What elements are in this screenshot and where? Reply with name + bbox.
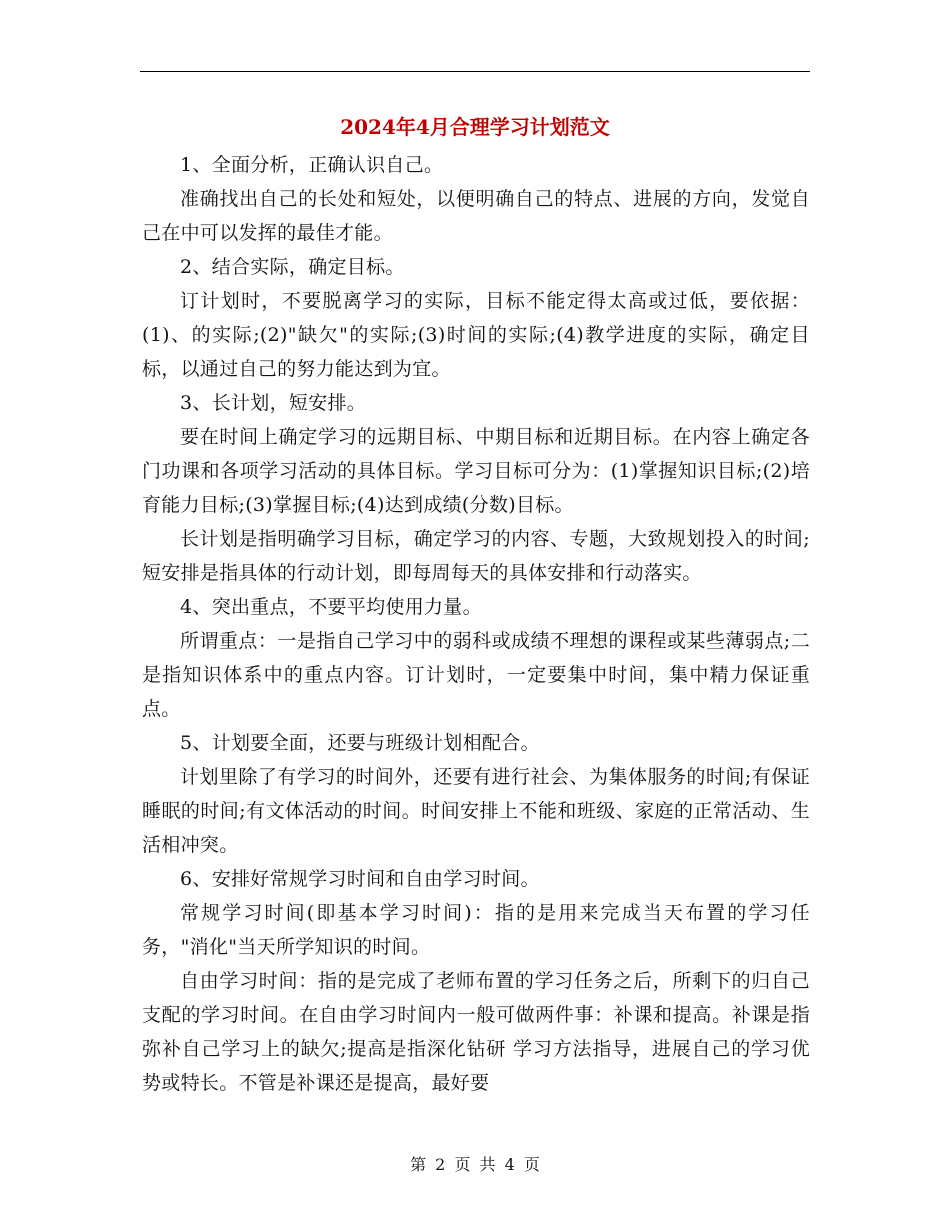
paragraph: 自由学习时间：指的是完成了老师布置的学习任务之后，所剩下的归自己支配的学习时间。在自由学习时间内一般可做两件事：补课和提高。补课是指弥补自己学习上的缺欠;提高是指深化钻研 学习方法指导，进展自己的学习优势或特长。不管是补课还是提高，最好要 [142,970,810,1094]
paragraph: 准确找出自己的长处和短处，以便明确自己的特点、进展的方向，发觉自己在中可以发挥的最佳才能。 [142,188,810,244]
paragraph: 常规学习时间(即基本学习时间)：指的是用来完成当天布置的学习任务，"消化"当天所学知识的时间。 [142,902,810,958]
section-heading-6: 6、安排好常规学习时间和自由学习时间。 [180,868,540,890]
paragraph: 订计划时，不要脱离学习的实际，目标不能定得太高或过低，要依据：(1)、的实际;(2)"缺欠"的实际;(3)时间的实际;(4)教学进度的实际，确定目标，以通过自己的努力能达到为宜。 [142,290,810,380]
paragraph: 长计划是指明确学习目标，确定学习的内容、专题，大致规划投入的时间;短安排是指具体的行动计划，即每周每天的具体安排和行动落实。 [142,528,810,584]
section-heading-4: 4、突出重点，不要平均使用力量。 [180,596,482,618]
page-number-footer: 第 2 页 共 4 页 [410,1155,540,1174]
section-heading-1: 1、全面分析，正确认识自己。 [180,154,444,176]
section-heading-3: 3、长计划，短安排。 [180,392,367,414]
paragraph: 计划里除了有学习的时间外，还要有进行社会、为集体服务的时间;有保证睡眠的时间;有文体活动的时间。时间安排上不能和班级、家庭的正常活动、生活相冲突。 [142,766,810,856]
section-heading-2: 2、结合实际，确定目标。 [180,256,405,278]
header-rule [140,71,810,72]
paragraph: 要在时间上确定学习的远期目标、中期目标和近期目标。在内容上确定各门功课和各项学习活动的具体目标。学习目标可分为：(1)掌握知识目标;(2)培育能力目标;(3)掌握目标;(4)达到成绩(分数)目标。 [142,426,810,516]
document-title: 2024年4月合理学习计划范文 [340,115,610,139]
document-body [142,148,810,1100]
section-heading-5: 5、计划要全面，还要与班级计划相配合。 [180,732,540,754]
paragraph: 所谓重点：一是指自己学习中的弱科或成绩不理想的课程或某些薄弱点;二是指知识体系中的重点内容。订计划时，一定要集中时间，集中精力保证重点。 [142,630,810,720]
